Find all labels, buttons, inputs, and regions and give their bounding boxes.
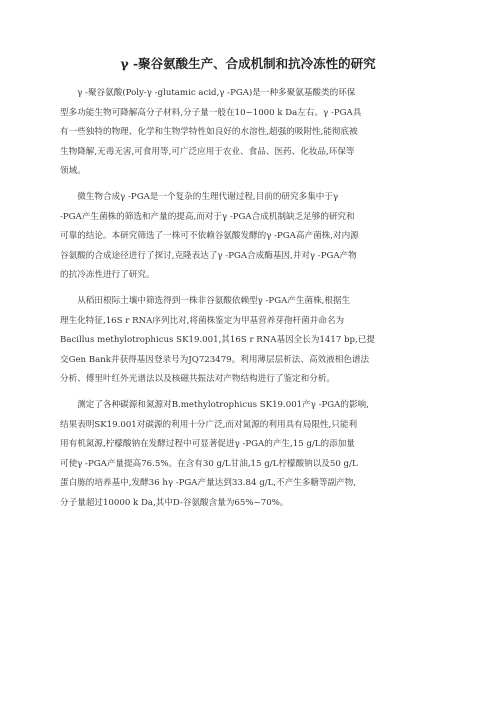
text-line: 交Gen Bank并获得基因登录号为JQ723479。利用薄层层析法、高效液相色谱法 <box>60 354 370 365</box>
paragraph <box>60 396 436 514</box>
paragraph <box>60 188 436 286</box>
text-line: 微生物合成γ -PGA是一个复杂的生理代谢过程,目前的研究多集中于γ <box>77 191 339 202</box>
text-line: 谷氨酸的合成途径进行了探讨,克隆表达了γ -PGA合成酶基因,并对γ -PGA产物 <box>60 250 357 261</box>
text-line: 的抗冷冻性进行了研究。 <box>60 270 155 281</box>
text-line: 生物降解,无毒无害,可食用等,可广泛应用于农业、食品、医药、化妆品,环保等 <box>60 146 355 157</box>
text-line: 可使γ -PGA产量提高76.5%。在含有30 g/L甘油,15 g/L柠檬酸钠以及50 g/L <box>60 458 358 469</box>
text-line: 蛋白胨的培养基中,发酵36 hγ -PGA产量达到33.84 g/L,不产生多糖等副产物, <box>60 478 357 489</box>
text-line: 测定了各种碳源和氮源对B.methylotrophicus SK19.001产γ -PGA的影响, <box>77 399 369 410</box>
text-line: 分析、傅里叶红外光谱法以及核磁共振法对产物结构进行了鉴定和分析。 <box>60 374 336 385</box>
paragraph <box>60 84 436 182</box>
text-line: 结果表明SK19.001对碳源的利用十分广泛,而对氮源的利用具有局限性,只能利 <box>60 419 358 430</box>
text-line: 分子量超过10000 k Da,其中D-谷氨酸含量为65%~70%。 <box>60 497 289 508</box>
document-body <box>60 84 436 513</box>
text-line: 用有机氮源,柠檬酸钠在发酵过程中可显著促进γ -PGA的产生,15 g/L的添加量 <box>60 439 355 450</box>
document-title: γ -聚谷氨酸生产、合成机制和抗冷冻性的研究 <box>120 56 376 71</box>
paragraph <box>60 292 436 390</box>
text-line: 领域。 <box>60 166 86 177</box>
text-line: 型多功能生物可降解高分子材料,分子量一般在10~1000 k Da左右。γ -PGA具 <box>60 107 362 118</box>
text-line: 从稻田根际土壤中筛选得到一株非谷氨酸依赖型γ -PGA产生菌株,根据生 <box>77 295 351 306</box>
text-line: 可靠的结论。本研究筛选了一株可不依赖谷氨酸发酵的γ -PGA高产菌株,对内源 <box>60 231 359 242</box>
text-line: 理生化特征,16S r RNA序列比对,将菌株鉴定为甲基营养芽孢杆菌并命名为 <box>60 315 345 326</box>
text-line: -PGA产生菌株的筛选和产量的提高,而对于γ -PGA合成机制缺乏足够的研究和 <box>60 211 355 222</box>
text-line: γ -聚谷氨酸(Poly-γ -glutamic acid,γ -PGA)是一种多聚氨基酸类的环保 <box>77 88 356 98</box>
text-line: 有一些独特的物理、化学和生物学特性如良好的水溶性,超强的吸附性,能彻底被 <box>60 127 358 138</box>
text-line: Bacillus methylotrophicus SK19.001,其16S r RNA基因全长为1417 bp,已提 <box>60 335 375 346</box>
